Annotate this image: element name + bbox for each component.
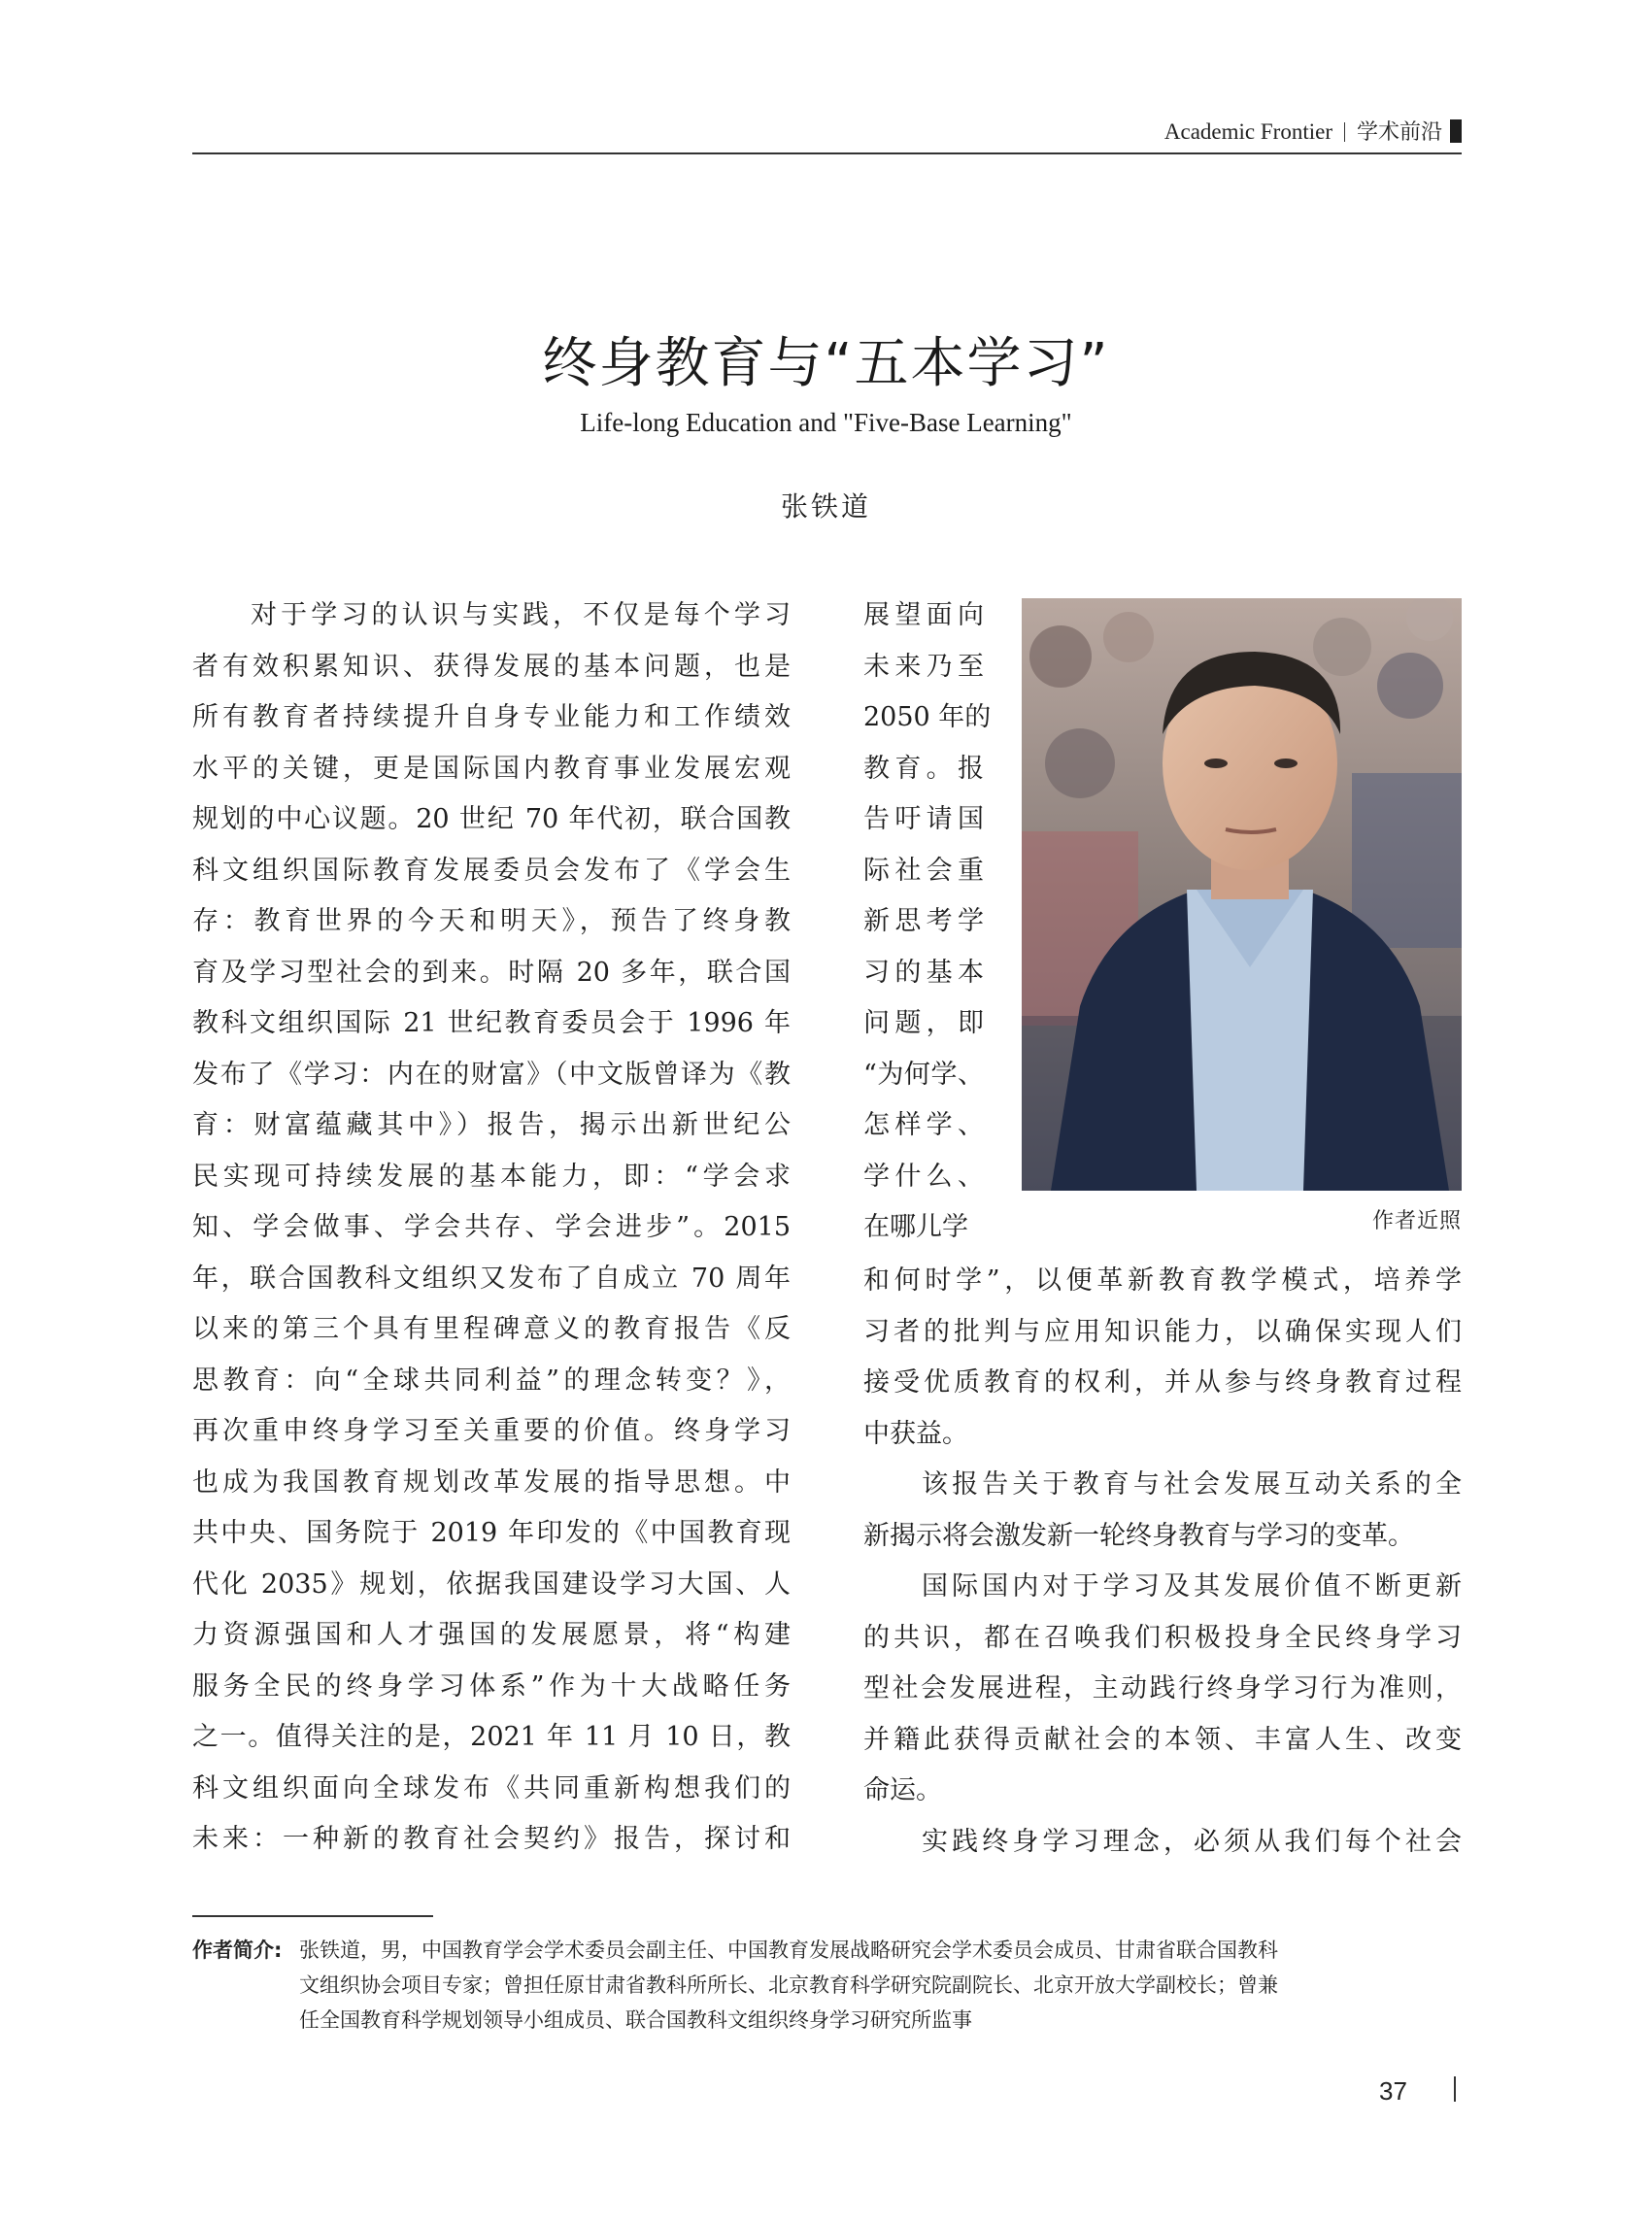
text-line: 学什么、	[863, 1161, 984, 1192]
article-author: 张铁道	[780, 490, 871, 523]
text-line: 接受优质教育的权利，并从参与终身教育过程	[863, 1367, 1462, 1398]
text-line: 所有教育者持续提升自身专业能力和工作绩效	[192, 702, 791, 732]
text-line: 民实现可持续发展的基本能力，即：“学会求	[192, 1161, 791, 1192]
text-line: “为何学、	[863, 1059, 984, 1090]
text-line: 力资源强国和人才强国的发展愿景，将“构建	[192, 1620, 791, 1650]
text-line: 者有效积累知识、获得发展的基本问题，也是	[192, 651, 791, 682]
author-photo	[1022, 598, 1462, 1191]
text-line: 和何时学”，以便革新教育教学模式，培养学	[863, 1265, 1462, 1296]
text-line: 未来乃至	[863, 651, 984, 682]
text-line: 新思考学	[863, 906, 984, 936]
text-line: 水平的关键，更是国际国内教育事业发展宏观	[192, 753, 791, 784]
article-title: 终身教育与“五本学习”	[542, 332, 1110, 395]
text-line: 发布了《学习：内在的财富》（中文版曾译为《教	[192, 1059, 791, 1090]
text-line: 告吁请国	[863, 804, 984, 834]
running-header	[971, 118, 1462, 147]
header-chinese: 学术前沿	[1356, 120, 1442, 145]
author-note-label: 作者简介:	[192, 1938, 283, 1962]
author-note-line: 张铁道，男，中国教育学会学术委员会副主任、中国教育发展战略研究会学术委员会成员、甘肃省联合国教科	[299, 1938, 1278, 1962]
page-number: 37	[1379, 2076, 1407, 2106]
text-line: 服务全民的终身学习体系”作为十大战略任务	[192, 1670, 791, 1702]
author-note-body	[299, 1933, 1462, 2038]
text-line: 科文组织面向全球发布《共同重新构想我们的	[192, 1772, 791, 1804]
header-rule	[192, 152, 1462, 154]
header-separator	[1344, 122, 1345, 142]
text-line: 问题，即	[863, 1008, 984, 1038]
text-line: 在哪儿学	[863, 1212, 968, 1242]
text-line: 该报告关于教育与社会发展互动关系的全	[922, 1469, 1462, 1500]
text-line: 际社会重	[863, 855, 984, 886]
page-number-bar	[1454, 2076, 1456, 2102]
text-line: 科文组织国际教育发展委员会发布了《学会生	[192, 855, 791, 886]
text-line: 并籍此获得贡献社会的本领、丰富人生、改变	[863, 1724, 1462, 1755]
text-line: 育及学习型社会的到来。时隔 20 多年，联合国	[192, 957, 791, 988]
author-note	[192, 1933, 1462, 2038]
text-line: 思教育：向“全球共同利益”的理念转变？》，	[192, 1365, 791, 1396]
text-line: 怎样学、	[863, 1110, 984, 1140]
text-line: 国际国内对于学习及其发展价值不断更新	[922, 1571, 1462, 1601]
text-line: 教育。报	[863, 753, 984, 784]
text-line: 习的基本	[863, 957, 984, 988]
middle-column	[863, 590, 992, 1254]
article-subtitle: Life-long Education and "Five-Base Learning"	[580, 408, 1072, 437]
text-line: 以来的第三个具有里程碑意义的教育报告《反	[192, 1314, 791, 1344]
text-line: 共中央、国务院于 2019 年印发的《中国教育现	[192, 1518, 791, 1548]
text-line: 2050 年的	[863, 702, 992, 732]
text-line: 未来：一种新的教育社会契约》报告，探讨和	[192, 1824, 791, 1854]
photo-caption: 作者近照	[1371, 1209, 1462, 1233]
text-line: 之一。值得关注的是，2021 年 11 月 10 日，教	[192, 1722, 791, 1752]
header-english: Academic Frontier	[1163, 119, 1332, 144]
author-note-line: 文组织协会项目专家；曾担任原甘肃省教科所所长、北京教育科学研究院副院长、北京开放大学副校长；曾兼	[299, 1973, 1278, 1997]
text-line: 也成为我国教育规划改革发展的指导思想。中	[192, 1466, 791, 1498]
text-line: 对于学习的认识与实践，不仅是每个学习	[251, 600, 791, 630]
text-line: 规划的中心议题。20 世纪 70 年代初，联合国教	[192, 804, 791, 834]
text-line: 中获益。	[863, 1418, 968, 1449]
left-column	[192, 590, 791, 1866]
text-line: 再次重申终身学习至关重要的价值。终身学习	[192, 1416, 791, 1446]
footnote-rule	[192, 1915, 433, 1917]
text-line: 的共识，都在召唤我们积极投身全民终身学习	[863, 1622, 1462, 1653]
author-note-line: 任全国教育科学规划领导小组成员、联合国教科文组织终身学习研究所监事	[299, 2008, 972, 2032]
text-line: 新揭示将会激发新一轮终身教育与学习的变革。	[863, 1520, 1414, 1551]
header-block-icon	[1450, 119, 1462, 143]
text-line: 习者的批判与应用知识能力，以确保实现人们	[863, 1316, 1462, 1347]
text-line: 存：教育世界的今天和明天》，预告了终身教	[192, 906, 791, 936]
text-line: 育：财富蕴藏其中》）报告，揭示出新世纪公	[192, 1110, 791, 1140]
text-line: 实践终身学习理念，必须从我们每个社会	[922, 1826, 1462, 1857]
text-line: 教科文组织国际 21 世纪教育委员会于 1996 年	[192, 1008, 791, 1038]
text-line: 知、学会做事、学会共存、学会进步”。2015	[192, 1212, 791, 1242]
text-line: 命运。	[863, 1775, 942, 1805]
text-line: 展望面向	[863, 600, 984, 630]
text-line: 代化 2035》规划，依据我国建设学习大国、人	[192, 1568, 791, 1600]
right-column	[863, 1256, 1462, 1868]
text-line: 年，联合国教科文组织又发布了自成立 70 周年	[192, 1263, 791, 1294]
text-line: 型社会发展进程，主动践行终身学习行为准则，	[863, 1673, 1462, 1703]
